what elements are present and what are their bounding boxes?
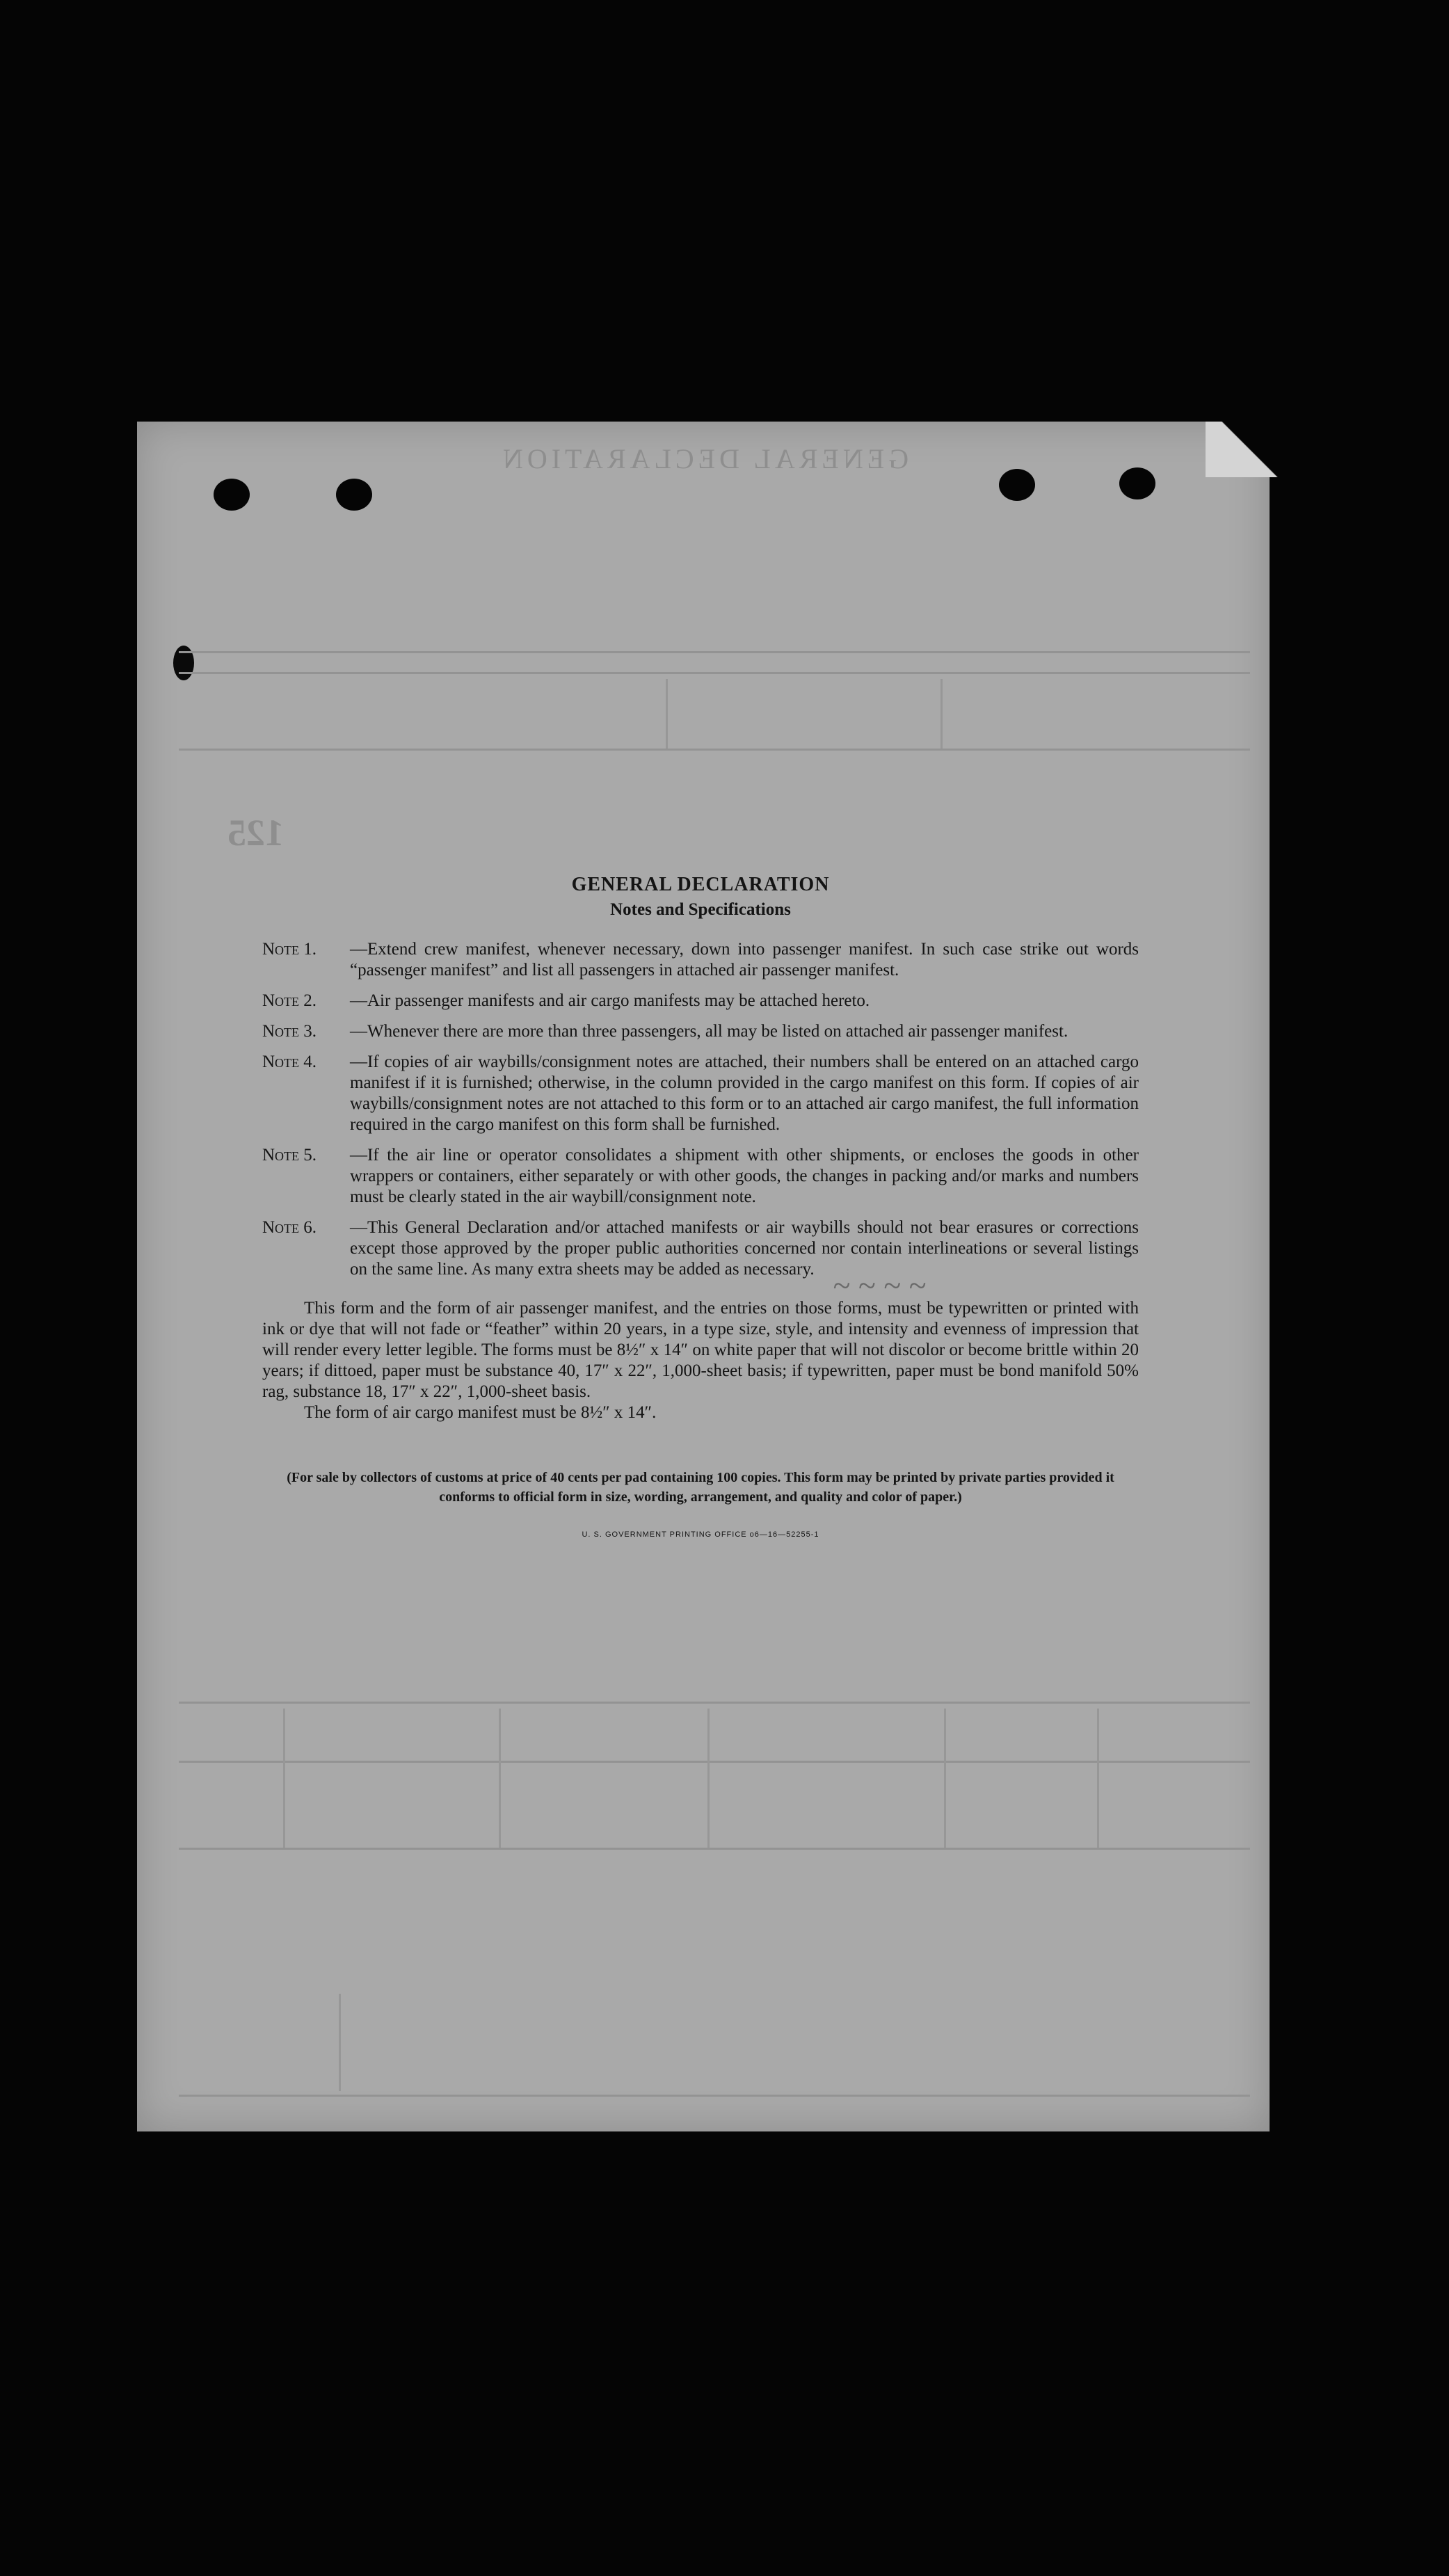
bleedthrough-column <box>707 1709 710 1848</box>
bleedthrough-rule <box>179 1761 1250 1763</box>
page-subtitle: Notes and Specifications <box>610 900 791 919</box>
bleedthrough-rule <box>179 2095 1250 2097</box>
note-label: Note 1. <box>262 940 317 959</box>
form-requirements-paragraph: This form and the form of air passenger manifest, and the entries on those forms, must be typewritten or printed with ink or dye that will not fade or “feather” within 20 years, in a type size, style, and intensity and evenness of impression that will render every letter legible. The forms must be 8½″ x 14″ on white paper that will not discolor or become brittle within 20 years; if dittoed, paper must be substance 40, 17″ x 22″, 1,000-sheet basis; if typewritten, paper must be bond manifold 50% rag, substance 18, 17″ x 22″, 1,000-sheet basis. <box>262 1299 1139 1401</box>
note-label: Note 3. <box>262 1022 317 1041</box>
note-4 <box>262 1052 1139 1135</box>
bleedthrough-rule <box>179 651 1250 653</box>
note-2 <box>262 991 1139 1011</box>
note-text: —If the air line or operator consolidates a shipment with other shipments, or encloses the goods in other wrappers or containers, either separately or with other goods, the changes in packing and/or marks and numbers must be clearly stated in the air waybill/consignment note. <box>350 1146 1139 1206</box>
note-text: —Whenever there are more than three passengers, all may be listed on attached air passenger manifest. <box>350 1022 1068 1041</box>
bleedthrough-rule <box>179 672 1250 674</box>
note-label: Note 4. <box>262 1053 317 1071</box>
bleedthrough-column <box>339 1994 341 2091</box>
bleedthrough-number: 125 <box>227 812 284 854</box>
note-label: Note 2. <box>262 991 317 1010</box>
faint-signature: ~ ~ ~ ~ <box>833 1267 927 1303</box>
page-title: GENERAL DECLARATION <box>571 874 830 895</box>
bleedthrough-column <box>283 1709 285 1848</box>
folded-corner <box>1206 422 1282 477</box>
bleedthrough-rule <box>179 749 1250 751</box>
note-6 <box>262 1217 1139 1280</box>
punch-hole <box>214 479 250 511</box>
note-3 <box>262 1021 1139 1042</box>
punch-hole <box>1119 467 1155 499</box>
note-1 <box>262 939 1139 981</box>
notes-content <box>262 874 1139 1539</box>
bleedthrough-column <box>944 1709 946 1848</box>
bleedthrough-title: GENERAL DECLARATION <box>499 443 909 474</box>
bleedthrough-column <box>940 679 943 749</box>
cargo-manifest-size: The form of air cargo manifest must be 8½″ x 14″. <box>304 1403 657 1422</box>
sale-notice: (For sale by collectors of customs at price of 40 cents per pad containing 100 copies. This form may be printed by private parties provided it conforms to official form in size, wording, arrangement, and quality and color of paper.) <box>287 1470 1114 1505</box>
note-text: —If copies of air waybills/consignment notes are attached, their numbers shall be entered on an attached cargo manifest if it is furnished; otherwise, in the column provided in the cargo manifest on this form. If copies of air waybills/consignment notes are not attached to this form or to an attached air cargo manifest, the full information required in the cargo manifest on this form shall be furnished. <box>350 1053 1139 1134</box>
punch-hole <box>336 479 372 511</box>
bleedthrough-column <box>666 679 668 749</box>
note-text: —Air passenger manifests and air cargo manifests may be attached hereto. <box>350 991 870 1010</box>
printing-office-line: U. S. GOVERNMENT PRINTING OFFICE o6—16—52255-1 <box>582 1530 819 1539</box>
note-text: —This General Declaration and/or attached manifests or air waybills should not bear erasures or corrections except those approved by the proper public authorities concerned nor contain interlineations or several listings on the same line. As many extra sheets may be added as necessary. <box>350 1218 1139 1279</box>
document-page <box>137 422 1270 2131</box>
bleedthrough-rule <box>179 1702 1250 1704</box>
note-5 <box>262 1145 1139 1208</box>
note-label: Note 6. <box>262 1218 317 1237</box>
bleedthrough-column <box>499 1709 501 1848</box>
note-text: —Extend crew manifest, whenever necessary, down into passenger manifest. In such case strike out words “passenger manifest” and list all passengers in attached air passenger manifest. <box>350 940 1139 979</box>
punch-hole <box>999 469 1035 501</box>
bleedthrough-rule <box>179 1848 1250 1850</box>
bleedthrough-column <box>1097 1709 1099 1848</box>
note-label: Note 5. <box>262 1146 317 1165</box>
